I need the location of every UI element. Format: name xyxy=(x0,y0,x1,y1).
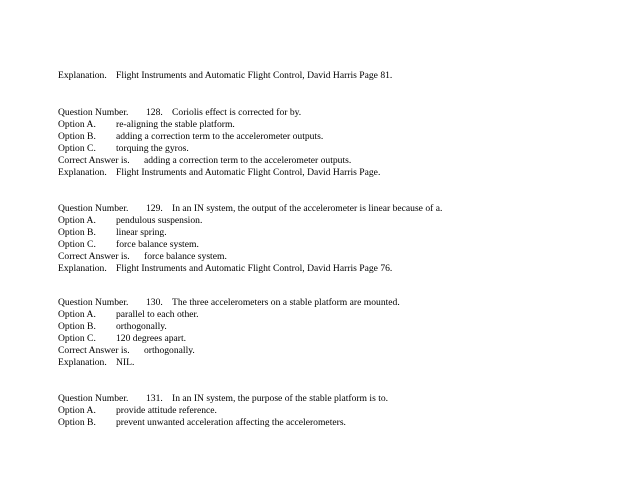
option-label: Option C. xyxy=(58,143,96,154)
question-number: 129. xyxy=(146,203,163,214)
option-label: Option B. xyxy=(58,417,96,428)
explanation-text: Flight Instruments and Automatic Flight Control, David Harris Page 81. xyxy=(116,70,393,81)
option-line xyxy=(58,227,167,239)
option-label: Option A. xyxy=(58,215,96,226)
option-label: Option A. xyxy=(58,119,96,130)
option-line xyxy=(58,333,186,345)
option-text: adding a correction term to the accelerometer outputs. xyxy=(116,131,324,142)
question-line xyxy=(58,297,400,309)
option-text: parallel to each other. xyxy=(116,309,199,320)
option-label: Option A. xyxy=(58,405,96,416)
option-line xyxy=(58,215,202,227)
question-text: In an IN system, the output of the accelerometer is linear because of a. xyxy=(172,203,443,214)
option-text: 120 degrees apart. xyxy=(116,333,187,344)
option-text: torquing the gyros. xyxy=(116,143,189,154)
question-label: Question Number. xyxy=(58,297,129,308)
option-line xyxy=(58,119,235,131)
option-label: Option A. xyxy=(58,309,96,320)
option-text: provide attitude reference. xyxy=(116,405,217,416)
option-line xyxy=(58,309,199,321)
explanation-label: Explanation. xyxy=(58,167,107,178)
question-line xyxy=(58,393,388,405)
question-label: Question Number. xyxy=(58,107,129,118)
option-text: force balance system. xyxy=(116,239,199,250)
option-label: Option B. xyxy=(58,131,96,142)
answer-text: force balance system. xyxy=(144,251,227,262)
option-line xyxy=(58,405,217,417)
option-label: Option C. xyxy=(58,239,96,250)
explanation-label: Explanation. xyxy=(58,70,107,81)
option-line xyxy=(58,143,189,155)
option-line xyxy=(58,131,323,143)
answer-line xyxy=(58,155,351,167)
answer-line xyxy=(58,345,195,357)
answer-text: adding a correction term to the accelerometer outputs. xyxy=(144,155,352,166)
explanation-line xyxy=(58,357,134,369)
answer-line xyxy=(58,251,227,263)
question-number: 130. xyxy=(146,297,163,308)
answer-label: Correct Answer is. xyxy=(58,155,130,166)
question-label: Question Number. xyxy=(58,203,129,214)
question-label: Question Number. xyxy=(58,393,129,404)
option-label: Option C. xyxy=(58,333,96,344)
answer-label: Correct Answer is. xyxy=(58,251,130,262)
explanation-text: Flight Instruments and Automatic Flight Control, David Harris Page 76. xyxy=(116,263,393,274)
question-line xyxy=(58,107,301,119)
explanation-label: Explanation. xyxy=(58,357,107,368)
question-text: In an IN system, the purpose of the stable platform is to. xyxy=(172,393,389,404)
question-number: 128. xyxy=(146,107,163,118)
explanation-label: Explanation. xyxy=(58,263,107,274)
explanation-text: NIL. xyxy=(116,357,135,368)
option-text: orthogonally. xyxy=(116,321,167,332)
answer-label: Correct Answer is. xyxy=(58,345,130,356)
option-line xyxy=(58,239,199,251)
option-text: pendulous suspension. xyxy=(116,215,203,226)
option-line xyxy=(58,321,167,333)
option-label: Option B. xyxy=(58,321,96,332)
question-number: 131. xyxy=(146,393,163,404)
explanation-line xyxy=(58,263,392,275)
question-text: The three accelerometers on a stable platform are mounted. xyxy=(172,297,400,308)
question-line xyxy=(58,203,442,215)
answer-text: orthogonally. xyxy=(144,345,195,356)
option-text: linear spring. xyxy=(116,227,167,238)
option-text: re-aligning the stable platform. xyxy=(116,119,235,130)
explanation-text: Flight Instruments and Automatic Flight Control, David Harris Page. xyxy=(116,167,381,178)
option-text: prevent unwanted acceleration affecting the accelerometers. xyxy=(116,417,346,428)
question-text: Coriolis effect is corrected for by. xyxy=(172,107,302,118)
explanation-line xyxy=(58,70,392,82)
explanation-line xyxy=(58,167,380,179)
option-label: Option B. xyxy=(58,227,96,238)
option-line xyxy=(58,417,346,429)
